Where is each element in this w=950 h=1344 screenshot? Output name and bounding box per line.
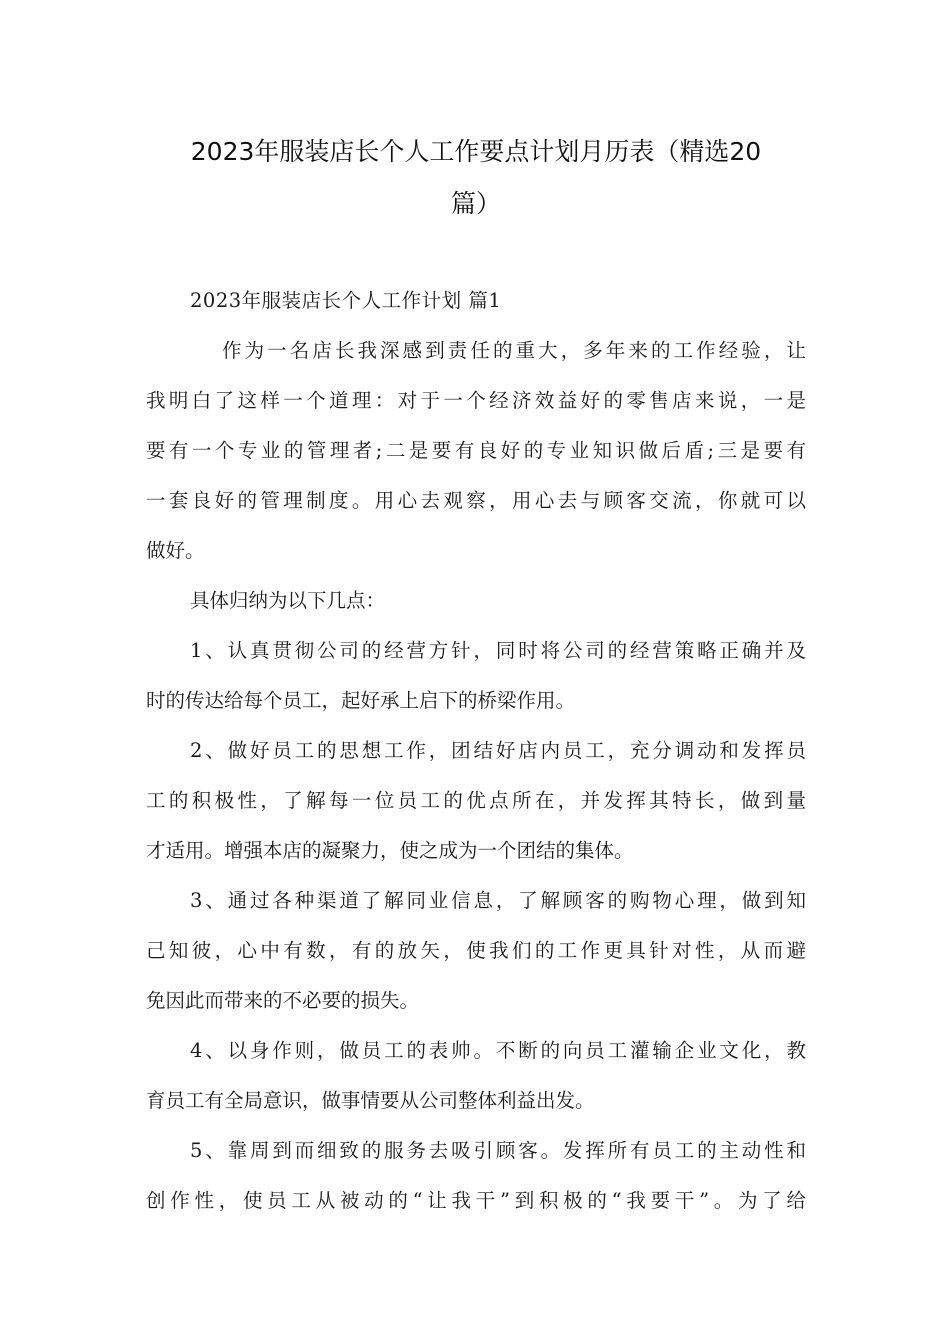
paragraph-line: 我明白了这样一个道理：对于一个经济效益好的零售店来说，一是 (146, 389, 806, 412)
paragraph-line: 免因此而带来的不必要的损失。 (146, 989, 420, 1012)
paragraph-line: 4、以身作则，做员工的表帅。不断的向员工灌输企业文化，教 (190, 1039, 806, 1062)
paragraph-line: 2、做好员工的思想工作，团结好店内员工，充分调动和发挥员 (190, 739, 806, 762)
paragraph-line: 做好。 (146, 539, 205, 562)
paragraph-summary-lead (146, 576, 806, 626)
document-title-line: 2023年服装店长个人工作要点计划月历表（精选20 (190, 137, 762, 166)
paragraph-point-2 (146, 726, 806, 876)
paragraph-line: 工的积极性，了解每一位员工的优点所在，并发挥其特长，做到量 (146, 789, 806, 812)
paragraph-line: 己知彼，心中有数，有的放矢，使我们的工作更具针对性，从而避 (146, 939, 806, 962)
document-title (146, 126, 806, 230)
paragraph-line: 作为一名店长我深感到责任的重大，多年来的工作经验，让 (222, 339, 806, 362)
paragraph-intro (146, 326, 806, 576)
paragraph-point-4 (146, 1026, 806, 1126)
paragraph-line: 育员工有全局意识，做事情要从公司整体利益出发。 (146, 1089, 595, 1112)
paragraph-line: 要有一个专业的管理者;二是要有良好的专业知识做后盾;三是要有 (146, 439, 806, 462)
paragraph-line: 1、认真贯彻公司的经营方针，同时将公司的经营策略正确并及 (190, 639, 806, 662)
paragraph-line: 3、通过各种渠道了解同业信息，了解顾客的购物心理，做到知 (190, 889, 806, 912)
paragraph-point-3 (146, 876, 806, 1026)
paragraph-line: 5、靠周到而细致的服务去吸引顾客。发挥所有员工的主动性和 (190, 1139, 806, 1162)
paragraph-point-1 (146, 626, 806, 726)
paragraph-line: 时的传达给每个员工，起好承上启下的桥梁作用。 (146, 689, 576, 712)
section-heading-text: 2023年服装店长个人工作计划 篇1 (190, 289, 502, 312)
section-heading (146, 276, 806, 326)
paragraph-point-5 (146, 1126, 806, 1226)
document-title-line: 篇） (450, 189, 501, 218)
paragraph-line: 一套良好的管理制度。用心去观察，用心去与顾客交流，你就可以 (146, 489, 806, 512)
paragraph-line: 具体归纳为以下几点： (190, 589, 386, 612)
paragraph-line: 才适用。增强本店的凝聚力，使之成为一个团结的集体。 (146, 839, 634, 862)
paragraph-line: 创作性，使员工从被动的“让我干”到积极的“我要干”。为了给 (146, 1189, 806, 1212)
